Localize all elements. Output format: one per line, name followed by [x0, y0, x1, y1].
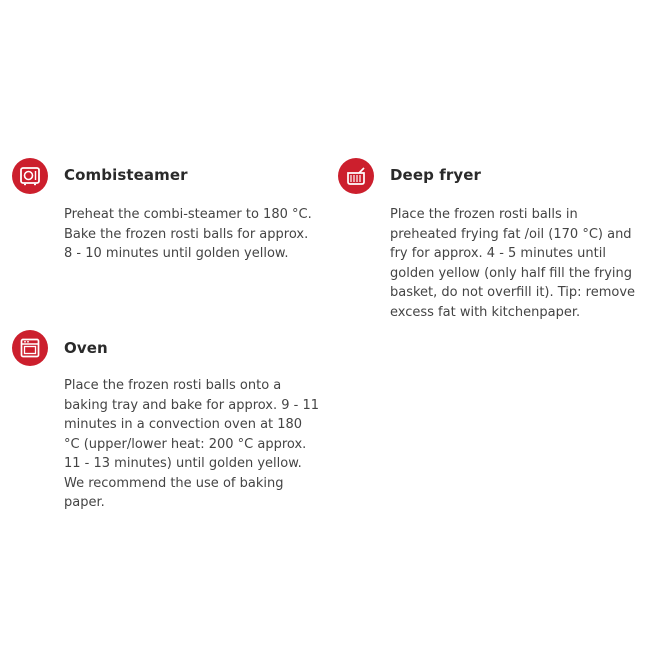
oven-line: baking tray and bake for approx. 9 - 11: [64, 397, 320, 413]
oven-instructions: [64, 376, 319, 513]
deep-fryer-instructions: [390, 205, 635, 322]
oven-line: paper.: [64, 495, 105, 510]
deep-fryer-line: preheated frying fat /oil (170 °C) and: [390, 226, 632, 242]
combisteamer-title: Combisteamer: [64, 166, 188, 184]
oven-icon: [12, 330, 48, 366]
deep-fryer-line: fry for approx. 4 - 5 minutes until: [390, 246, 606, 261]
oven-line: °C (upper/lower heat: 200 °C approx.: [64, 436, 307, 452]
deep-fryer-line: basket, do not overfill it). Tip: remove: [390, 285, 636, 300]
combisteamer-line: Preheat the combi-steamer to 180 °C.: [64, 207, 312, 222]
deep-fryer-title: Deep fryer: [390, 166, 482, 184]
deep-fryer-line: Place the frozen rosti balls in: [390, 207, 578, 222]
oven-title: Oven: [64, 339, 108, 357]
oven-line: We recommend the use of baking: [64, 475, 284, 491]
deep-fryer-line: excess fat with kitchenpaper.: [390, 304, 581, 320]
combisteamer-instructions: [64, 205, 312, 264]
deep-fryer-icon: [338, 158, 374, 194]
combisteamer-line: 8 - 10 minutes until golden yellow.: [64, 246, 289, 261]
deep-fryer-line: golden yellow (only half fill the frying: [390, 265, 633, 281]
combisteamer-line: Bake the frozen rosti balls for approx.: [64, 226, 309, 242]
oven-line: minutes in a convection oven at 180: [64, 417, 303, 432]
oven-line: 11 - 13 minutes) until golden yellow.: [64, 456, 302, 471]
oven-line: Place the frozen rosti balls onto a: [64, 378, 282, 393]
combisteamer-icon: [12, 158, 48, 194]
